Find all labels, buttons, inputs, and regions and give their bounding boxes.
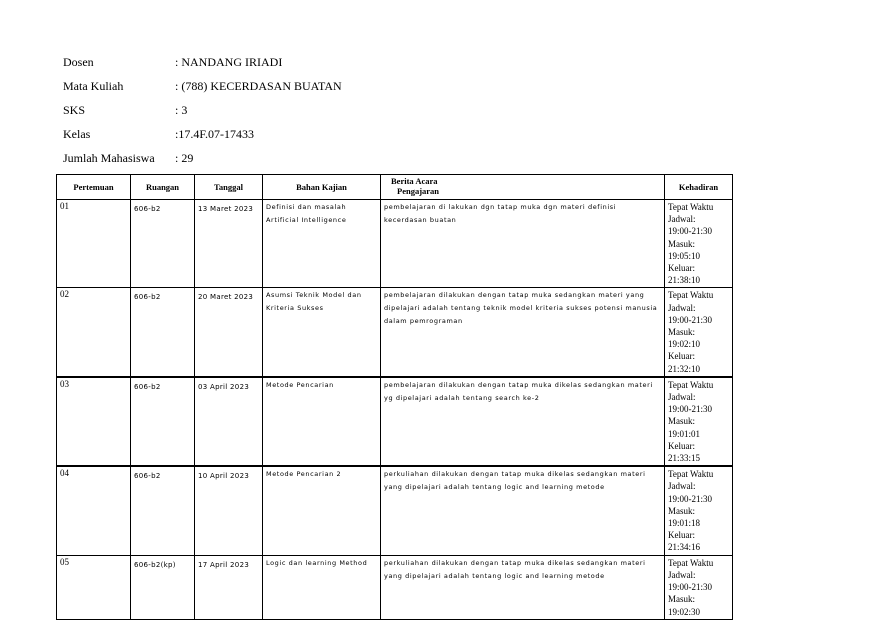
cell-pertemuan: 02: [57, 288, 131, 377]
att-jadwal: 19:00-21:30: [668, 493, 712, 504]
table-header-row: [57, 175, 733, 200]
att-masuk-label: Masuk:: [668, 505, 695, 516]
header-pertemuan: Pertemuan: [57, 175, 131, 200]
cell-pertemuan: 03: [57, 377, 131, 466]
table-row: [57, 288, 733, 377]
cell-bahan-kajian: Logic dan learning Method: [263, 555, 381, 619]
att-keluar: 21:38:10: [668, 275, 701, 286]
cell-bahan-kajian: Definisi dan masalah Artificial Intelligence: [263, 200, 381, 288]
att-jadwal-label: Jadwal:: [668, 214, 696, 225]
info-label: Mata Kuliah: [63, 79, 124, 93]
table-row: [57, 377, 733, 466]
header-tanggal: Tanggal: [195, 175, 263, 200]
cell-ruangan: 606-b2: [131, 377, 195, 466]
cell-pertemuan: 04: [57, 466, 131, 555]
cell-bahan-kajian: Metode Pencarian 2: [263, 466, 381, 555]
cell-kehadiran: [665, 466, 733, 555]
cell-berita-acara: perkuliahan dilakukan dengan tatap muka dikelas sedangkan materi yang dipelajari adalah tentang logic and learning metode: [381, 555, 665, 619]
cell-tanggal: 03 April 2023: [195, 377, 263, 466]
cell-pertemuan: 01: [57, 200, 131, 288]
info-value: : 3: [175, 103, 188, 117]
info-label: Jumlah Mahasiswa: [63, 151, 155, 165]
table-row: [57, 200, 733, 288]
att-jadwal: 19:00-21:30: [668, 404, 712, 415]
att-masuk-label: Masuk:: [668, 594, 695, 605]
att-keluar: 21:32:10: [668, 363, 701, 374]
cell-berita-acara: pembelajaran di lakukan dgn tatap muka dgn materi definisi kecerdasan buatan: [381, 200, 665, 288]
att-status: Tepat Waktu: [668, 379, 714, 390]
att-masuk: 19:05:10: [668, 250, 701, 261]
att-jadwal-label: Jadwal:: [668, 302, 696, 313]
att-keluar-label: Keluar:: [668, 263, 695, 274]
att-jadwal-label: Jadwal:: [668, 569, 696, 580]
info-value: : (788) KECERDASAN BUATAN: [175, 79, 342, 93]
att-masuk: 19:02:10: [668, 339, 701, 350]
header-ruangan: Ruangan: [131, 175, 195, 200]
cell-tanggal: 20 Maret 2023: [195, 288, 263, 377]
info-value: : NANDANG IRIADI: [175, 55, 283, 69]
info-value: : 29: [175, 151, 194, 165]
att-masuk: 19:01:18: [668, 518, 701, 529]
att-status: Tepat Waktu: [668, 469, 714, 480]
table-row: [57, 466, 733, 555]
att-keluar: 21:34:16: [668, 542, 701, 553]
att-masuk: 19:02:30: [668, 606, 701, 617]
cell-pertemuan: 05: [57, 555, 131, 619]
att-status: Tepat Waktu: [668, 202, 714, 212]
header-berita-acara: [381, 175, 665, 200]
cell-ruangan: 606-b2: [131, 200, 195, 288]
info-value: :17.4F.07-17433: [175, 127, 255, 141]
cell-ruangan: 606-b2: [131, 288, 195, 377]
info-label: Kelas: [63, 127, 91, 141]
att-keluar: 21:33:15: [668, 453, 701, 464]
cell-berita-acara: pembelajaran dilakukan dengan tatap muka dikelas sedangkan materi yg dipelajari adalah tentang search ke-2: [381, 377, 665, 466]
cell-bahan-kajian: Asumsi Teknik Model dan Kriteria Sukses: [263, 288, 381, 377]
cell-ruangan: 606-b2(kp): [131, 555, 195, 619]
table-row: [57, 555, 733, 619]
att-jadwal: 19:00-21:30: [668, 314, 712, 325]
att-jadwal-label: Jadwal:: [668, 481, 696, 492]
cell-berita-acara: perkuliahan dilakukan dengan tatap muka dikelas sedangkan materi yang dipelajari adalah tentang logic and learning metode: [381, 466, 665, 555]
att-status: Tepat Waktu: [668, 290, 714, 301]
header-kehadiran: Kehadiran: [665, 175, 733, 200]
cell-berita-acara: pembelajaran dilakukan dengan tatap muka sedangkan materi yang dipelajari adalah tentang teknik model kriteria sukses potensi manusia dalam pemrograman: [381, 288, 665, 377]
cell-tanggal: 13 Maret 2023: [195, 200, 263, 288]
cell-kehadiran: [665, 200, 733, 288]
att-keluar-label: Keluar:: [668, 351, 695, 362]
info-label: Dosen: [63, 55, 94, 69]
cell-tanggal: 10 April 2023: [195, 466, 263, 555]
header-bahan-kajian: Bahan Kajian: [263, 175, 381, 200]
att-keluar-label: Keluar:: [668, 530, 695, 541]
att-masuk: 19:01:01: [668, 428, 701, 439]
att-masuk-label: Masuk:: [668, 416, 695, 427]
att-jadwal: 19:00-21:30: [668, 226, 712, 237]
att-jadwal-label: Jadwal:: [668, 392, 696, 403]
cell-tanggal: 17 April 2023: [195, 555, 263, 619]
attendance-table: [56, 174, 733, 620]
header-berita-line1: Berita Acara: [391, 176, 438, 186]
att-masuk-label: Masuk:: [668, 327, 695, 338]
cell-kehadiran: [665, 377, 733, 466]
cell-kehadiran: [665, 288, 733, 377]
att-status: Tepat Waktu: [668, 557, 714, 568]
att-jadwal: 19:00-21:30: [668, 582, 712, 593]
info-label: SKS: [63, 103, 86, 117]
cell-kehadiran: [665, 555, 733, 619]
cell-bahan-kajian: Metode Pencarian: [263, 377, 381, 466]
att-keluar-label: Keluar:: [668, 440, 695, 451]
header-berita-line2: Pengajaran: [397, 186, 440, 196]
att-masuk-label: Masuk:: [668, 238, 695, 249]
cell-ruangan: 606-b2: [131, 466, 195, 555]
